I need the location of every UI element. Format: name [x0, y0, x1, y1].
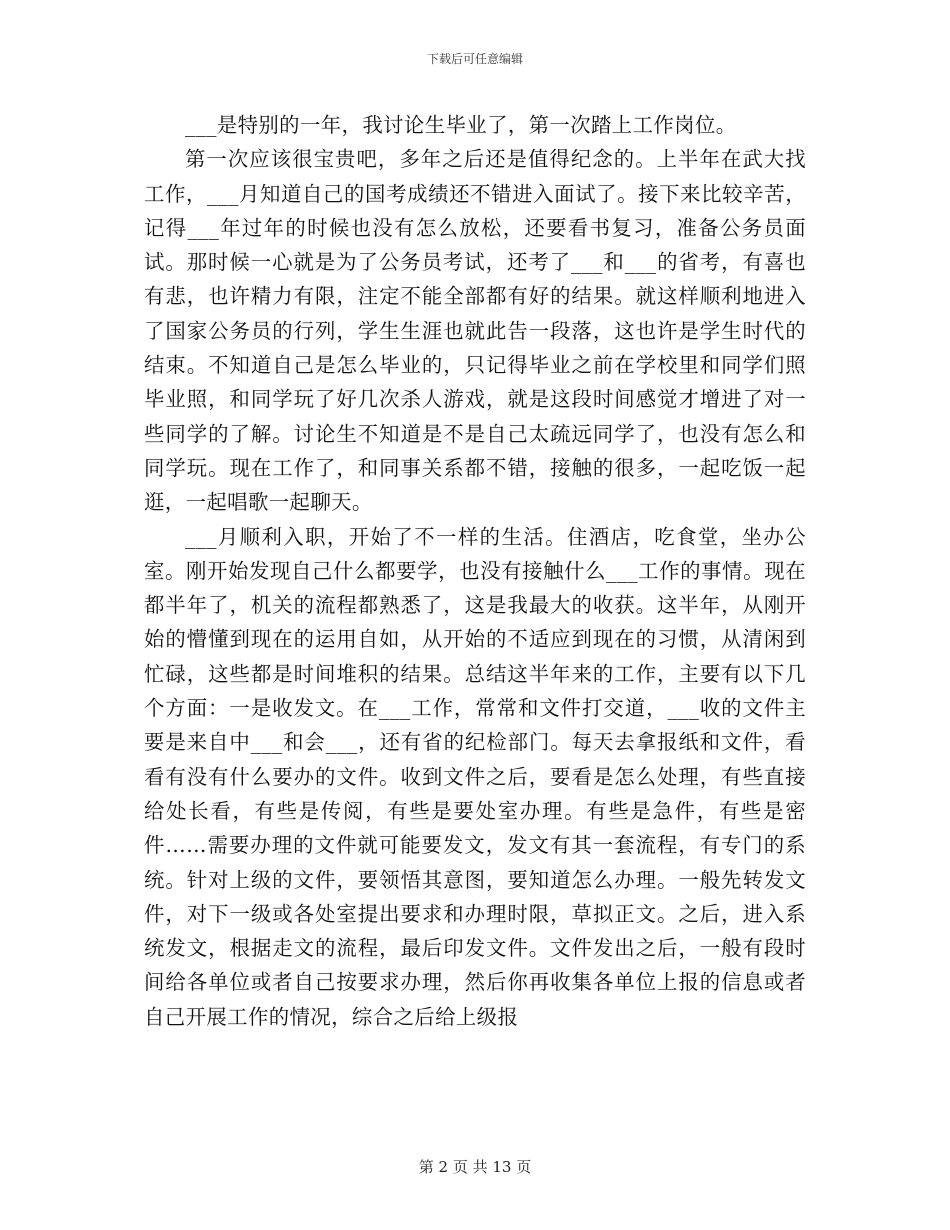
paragraph-2: 第一次应该很宝贵吧，多年之后还是值得纪念的。上半年在武大找工作，___月知道自己的国考成绩还不错进入面试了。接下来比较辛苦，记得___年过年的时候也没有怎么放松，还要看书复习，准备公务员面试。那时候一心就是为了公务员考试，还考了___和___的省考，有喜也有悲，也许精力有限，注定不能全部都有好的结果。就这样顺利地进入了国家公务员的行列，学生生涯也就此告一段落，这也许是学生时代的结束。不知道自己是怎么毕业的，只记得毕业之前在学校里和同学们照毕业照，和同学玩了好几次杀人游戏，就是这段时间感觉才增进了对一些同学的了解。讨论生不知道是不是自己太疏远同学了，也没有怎么和同学玩。现在工作了，和同事关系都不错，接触的很多，一起吃饭一起逛，一起唱歌一起聊天。 [144, 147, 806, 515]
paragraph-3: ___月顺利入职，开始了不一样的生活。住酒店，吃食堂，坐办公室。刚开始发现自己什么都要学，也没有接触什么___工作的事情。现在都半年了，机关的流程都熟悉了，这是我最大的收获。这半年，从刚开始的懵懂到现在的运用自如，从开始的不适应到现在的习惯，从清闲到忙碌，这些都是时间堆积的结果。总结这半年来的工作，主要有以下几个方面：一是收发文。在___工作，常常和文件打交道，___收的文件主要是来自中___和会___，还有省的纪检部门。每天去拿报纸和文件，看看有没有什么要办的文件。收到文件之后，要看是怎么处理，有些直接给处长看，有些是传阅，有些是要处室办理。有些是急件，有些是密件……需要办理的文件就可能要发文，发文有其一套流程，有专门的系统。针对上级的文件，要领悟其意图，要知道怎么办理。一般先转发文件，对下一级或各处室提出要求和办理时限，草拟正文。之后，进入系统发文，根据走文的流程，最后印发文件。文件发出之后，一般有段时间给各单位或者自己按要求办理，然后你再收集各单位上报的信息或者自己开展工作的情况，综合之后给上级报 [144, 524, 806, 1029]
page-footer: 第 2 页 共 13 页 [418, 1158, 532, 1176]
page-header: 下载后可任意编辑 [426, 52, 523, 66]
paragraph-1: ___是特别的一年，我讨论生毕业了，第一次踏上工作岗位。 [185, 113, 737, 137]
document-body [144, 108, 806, 1034]
